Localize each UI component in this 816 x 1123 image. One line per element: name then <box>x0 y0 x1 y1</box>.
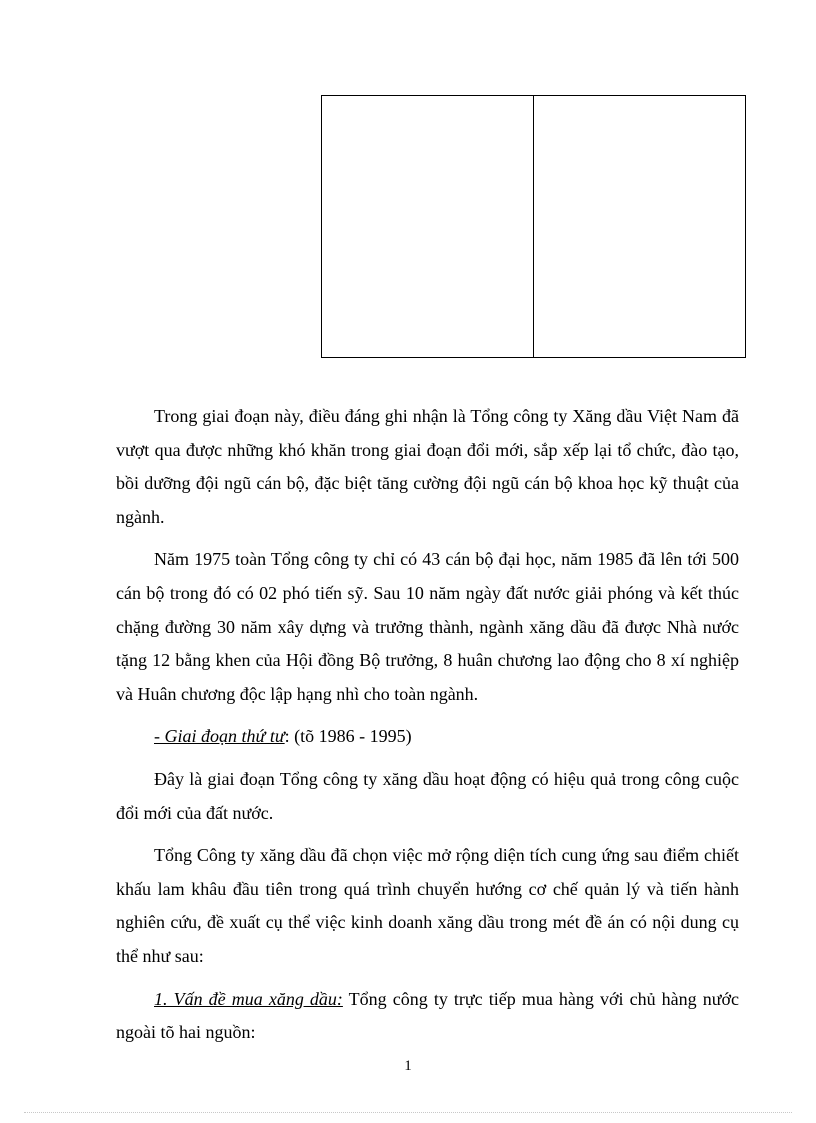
table-cell-right <box>533 96 745 357</box>
paragraph-staff-history: Năm 1975 toàn Tổng công ty chỉ có 43 cán bộ đại học, năm 1985 đã lên tới 500 cán bộ trong đó có 02 phó tiến sỹ. Sau 10 năm ngày đất nước giải phóng và kết thúc chặng đường 30 năm xây dựng và trưởng thành, ngành xăng dầu đã được Nhà nước tặng 12 bằng khen của Hội đồng Bộ trưởng, 8 huân chương lao động cho 8 xí nghiệp và Huân chương độc lập hạng nhì cho toàn ngành. <box>116 549 739 704</box>
stage-four-heading <box>116 720 739 754</box>
body-text <box>116 400 739 1059</box>
footer-divider <box>24 1112 792 1113</box>
paragraph-expansion-plan: Tổng Công ty xăng dầu đã chọn việc mở rộng diện tích cung ứng sau điểm chiết khấu lam khâu đầu tiên trong quá trình chuyển hướng cơ chế quản lý và tiến hành nghiên cứu, đề xuất cụ thể việc kinh doanh xăng dầu trong mét đề án có nội dung cụ thể như sau: <box>116 845 739 966</box>
paragraph-achievements: Trong giai đoạn này, điều đáng ghi nhận là Tổng công ty Xăng dầu Việt Nam đã vượt qua được những khó khăn trong giai đoạn đổi mới, sắp xếp lại tổ chức, đào tạo, bồi dưỡng đội ngũ cán bộ, đặc biệt tăng cường đội ngũ cán bộ khoa học kỹ thuật của ngành. <box>116 406 739 527</box>
section-purchase-heading: 1. Vấn đề mua xăng dầu: <box>154 988 343 1009</box>
empty-table <box>321 95 746 358</box>
table-cell-left <box>322 96 533 357</box>
section-purchase-text: Tổng công ty trực tiếp mua hàng với chủ hàng nước ngoài tõ hai nguồn: <box>116 988 739 1043</box>
stage-heading-range: : (tõ 1986 - 1995) <box>284 726 412 747</box>
stage-heading-label: - Giai đoạn thứ tư <box>154 726 285 747</box>
page-number: 1 <box>404 1058 412 1074</box>
section-purchase <box>116 983 739 1050</box>
paragraph-stage-intro: Đây là giai đoạn Tổng công ty xăng dầu hoạt động có hiệu quả trong công cuộc đổi mới của đất nước. <box>116 768 739 823</box>
